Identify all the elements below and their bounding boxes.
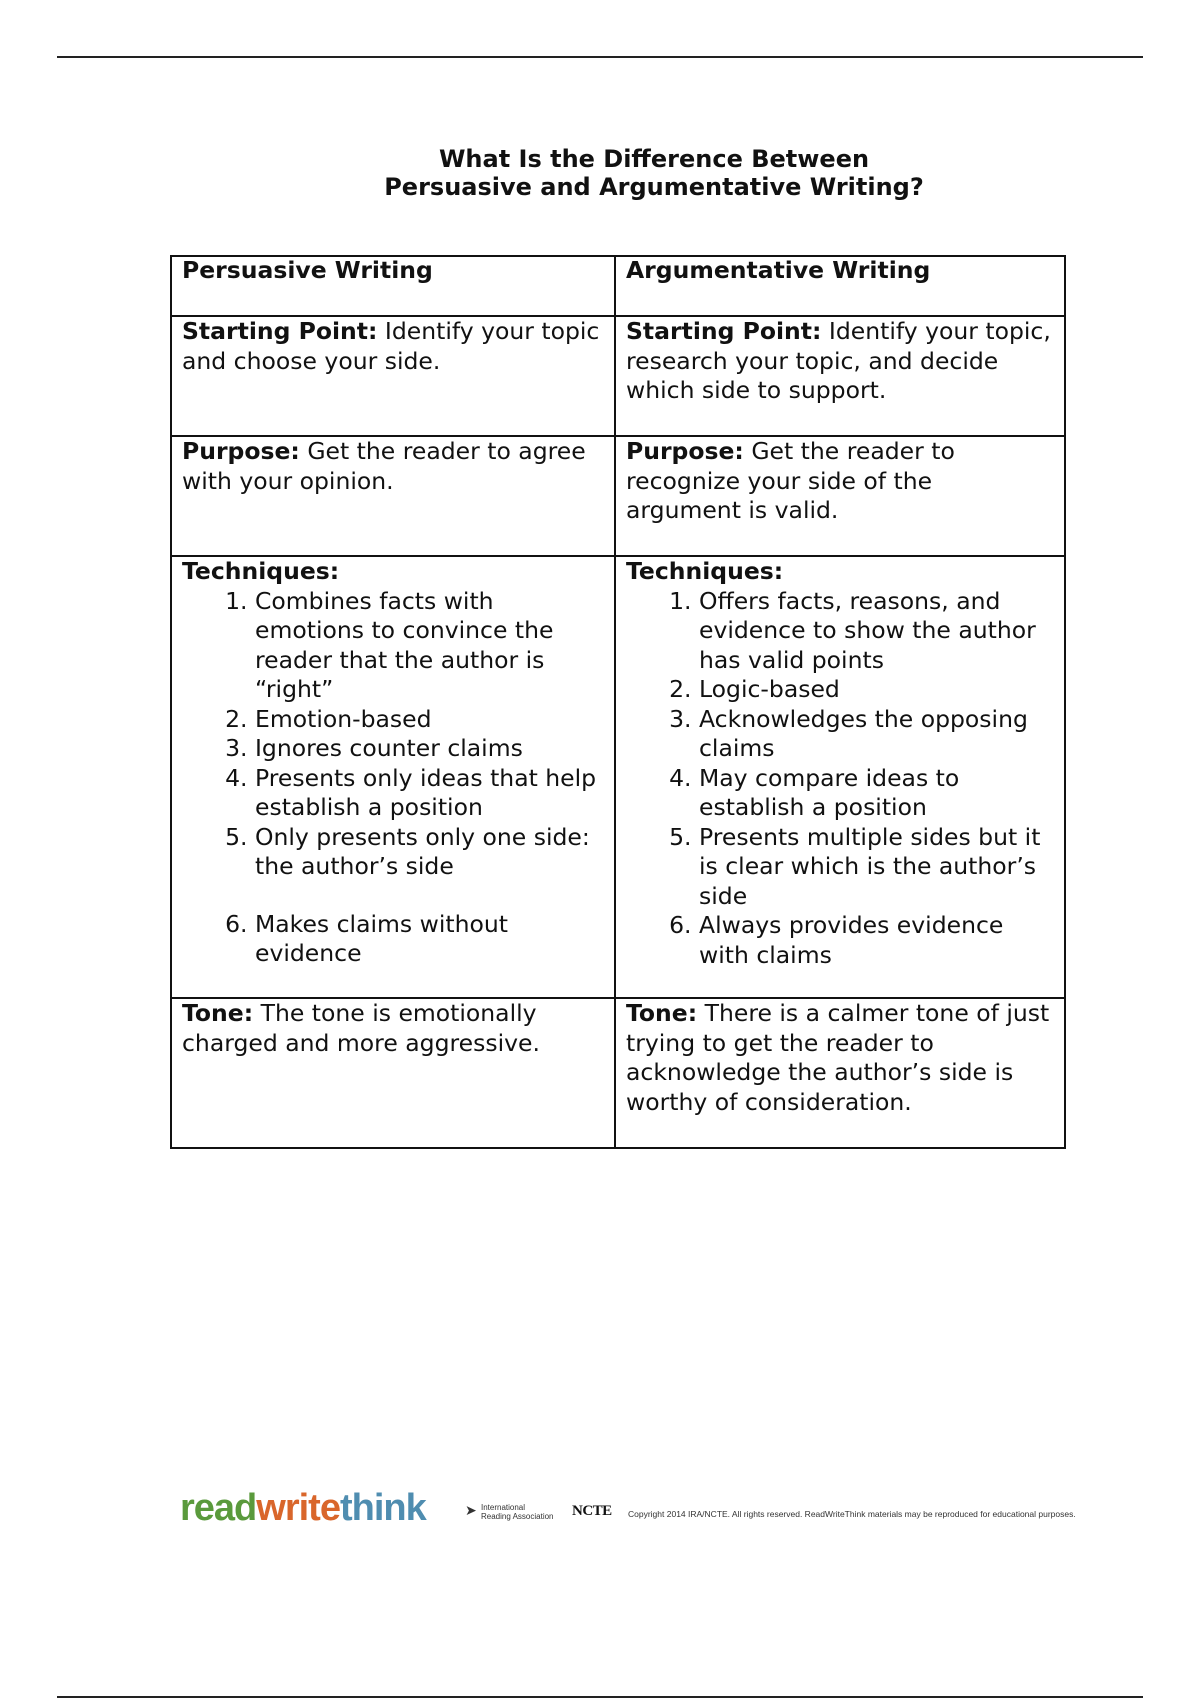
list-item: 4. Presents only ideas that help establish a position [255, 764, 604, 823]
starting-point-row [171, 316, 1065, 436]
top-rule [57, 56, 1143, 58]
list-item: 1. Offers facts, reasons, and evidence to show the author has valid points [699, 587, 1054, 676]
starting-point-persuasive-text: Identify your topic and choose your side. [182, 317, 600, 375]
list-item: 3. Ignores counter claims [255, 734, 604, 764]
purpose-row [171, 436, 1065, 556]
title-line-2: Persuasive and Argumentative Writing? [384, 173, 924, 201]
list-item: 3. Acknowledges the opposing claims [699, 705, 1054, 764]
starting-point-argumentative [615, 316, 1065, 436]
header-row [171, 256, 1065, 316]
tone-label: Tone: [626, 999, 698, 1027]
purpose-persuasive [171, 436, 615, 556]
tone-row [171, 998, 1065, 1148]
techniques-persuasive [171, 556, 615, 998]
list-item: 4. May compare ideas to establish a position [699, 764, 1054, 823]
ncte-logo: NCTE [572, 1503, 612, 1519]
purpose-persuasive-text: Get the reader to agree with your opinion. [182, 437, 586, 495]
list-item: 6. Always provides evidence with claims [699, 911, 1054, 970]
header-argumentative: Argumentative Writing [615, 256, 1065, 316]
readwritethink-logo[interactable]: readwritethink [180, 1487, 426, 1529]
list-item: 1. Combines facts with emotions to convince the reader that the author is “right” [255, 587, 604, 705]
title-line-1: What Is the Difference Between [438, 145, 870, 173]
purpose-label: Purpose: [626, 437, 744, 465]
ira-logo-icon: ➤ [465, 1503, 477, 1519]
list-item: 2. Emotion-based [255, 705, 604, 735]
techniques-argumentative-list [626, 587, 1054, 971]
page-title [0, 145, 1200, 201]
tone-label: Tone: [182, 999, 254, 1027]
techniques-row [171, 556, 1065, 998]
header-persuasive: Persuasive Writing [171, 256, 615, 316]
bottom-rule [57, 1696, 1143, 1698]
techniques-label: Techniques: [626, 557, 784, 585]
list-item: 5. Only presents only one side: the author’s side [255, 823, 604, 882]
starting-point-label: Starting Point: [182, 317, 378, 345]
tone-argumentative-text: There is a calmer tone of just trying to get the reader to acknowledge the author’s side is worthy of consideration. [626, 999, 1050, 1116]
starting-point-argumentative-text: Identify your topic, research your topic, and decide which side to support. [626, 317, 1051, 404]
techniques-label: Techniques: [182, 557, 340, 585]
comparison-table [170, 255, 1066, 1149]
list-item: 5. Presents multiple sides but it is clear which is the author’s side [699, 823, 1054, 912]
starting-point-label: Starting Point: [626, 317, 822, 345]
copyright-notice: Copyright 2014 IRA/NCTE. All rights reserved. ReadWriteThink materials may be reproduced for educational purposes. [628, 1509, 1076, 1519]
tone-argumentative [615, 998, 1065, 1148]
list-item: 2. Logic-based [699, 675, 1054, 705]
tone-persuasive-text: The tone is emotionally charged and more aggressive. [182, 999, 540, 1057]
tone-persuasive [171, 998, 615, 1148]
purpose-label: Purpose: [182, 437, 300, 465]
footer [180, 1487, 1130, 1527]
techniques-persuasive-list [182, 587, 604, 969]
purpose-argumentative [615, 436, 1065, 556]
techniques-argumentative [615, 556, 1065, 998]
purpose-argumentative-text: Get the reader to recognize your side of the argument is valid. [626, 437, 955, 524]
ira-logo: International Reading Association [481, 1503, 554, 1521]
starting-point-persuasive [171, 316, 615, 436]
list-item: 6. Makes claims without evidence [255, 910, 604, 969]
